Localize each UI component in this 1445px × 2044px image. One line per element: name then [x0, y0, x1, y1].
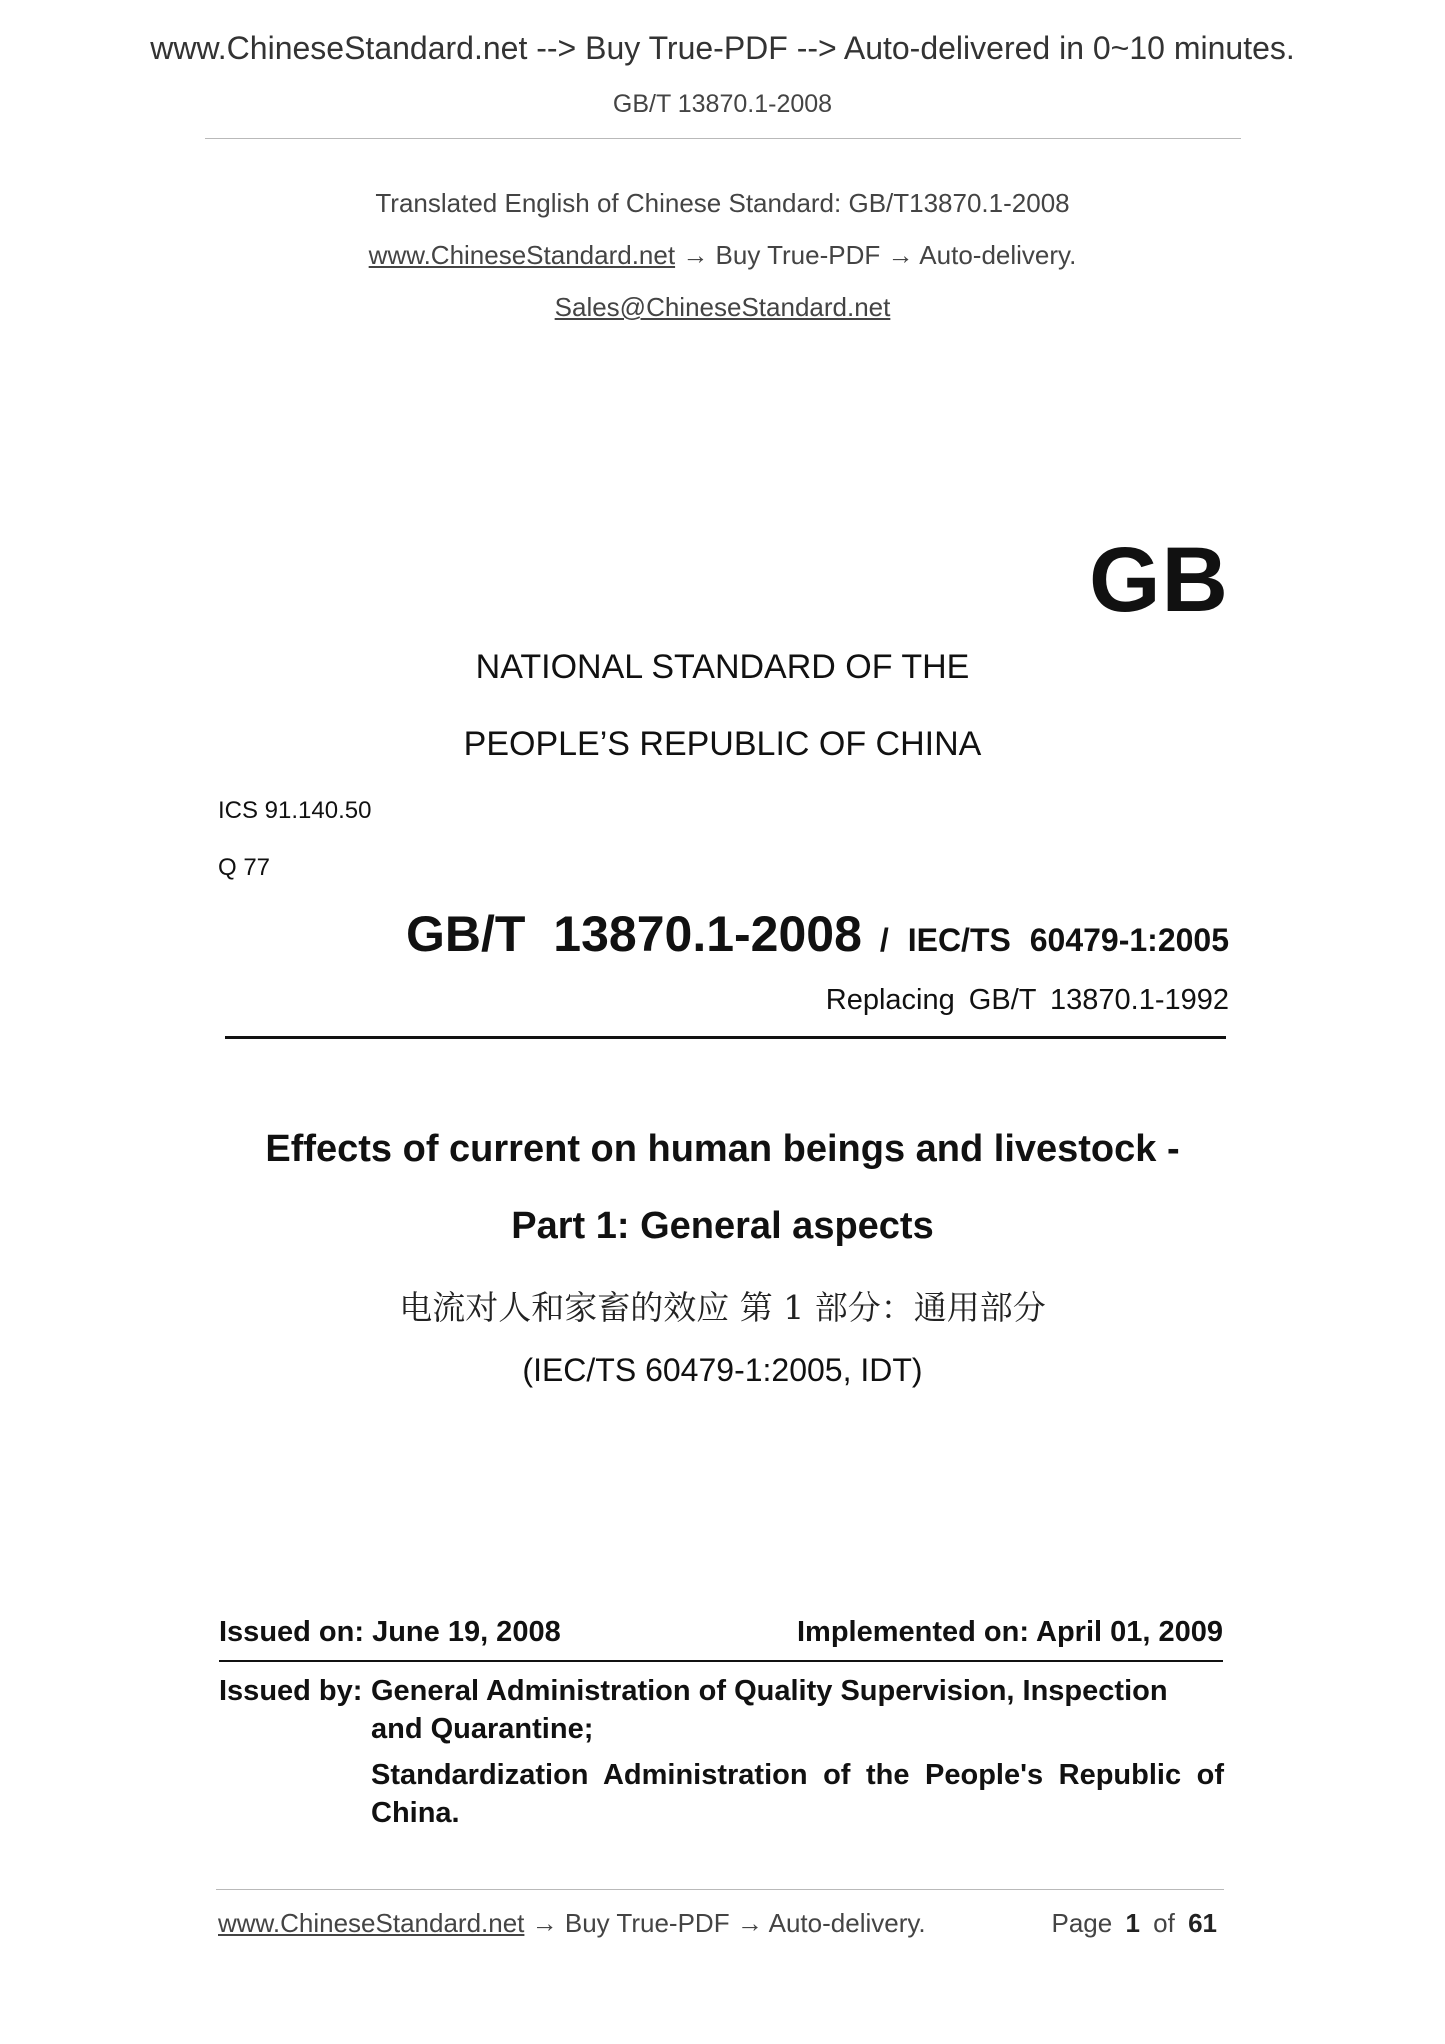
national-standard-heading: NATIONAL STANDARD OF THE	[475, 648, 970, 686]
top-banner[interactable]: www.ChineseStandard.net --> Buy True-PDF --> Auto-delivered in 0~10 minutes.	[150, 30, 1295, 66]
gb-logo: GB	[1089, 529, 1229, 631]
of-label: of	[1153, 1908, 1175, 1938]
buy-line	[0, 240, 1445, 271]
standard-number: GB/T 13870.1-2008	[405, 906, 862, 962]
page-total: 61	[1188, 1908, 1217, 1938]
republic-heading: PEOPLE’S REPUBLIC OF CHINA	[463, 725, 982, 763]
dates-divider	[219, 1660, 1223, 1662]
chinese-title: 电流对人和家畜的效应 第 1 部分：通用部分	[399, 1288, 1046, 1327]
translation-notice: Translated English of Chinese Standard: GB/T13870.1-2008	[375, 188, 1070, 218]
issued-on-date: Issued on: June 19, 2008	[219, 1616, 561, 1648]
buy-text: Buy True-PDF	[715, 240, 881, 270]
ics-code: ICS 91.140.50	[218, 797, 372, 824]
header-divider	[205, 138, 1241, 139]
equivalent-standard: / IEC/TS 60479-1:2005	[879, 922, 1229, 958]
arrow-right-icon: →	[682, 240, 709, 270]
implemented-on-date: Implemented on: April 01, 2009	[797, 1616, 1223, 1648]
sales-line	[0, 292, 1445, 323]
sales-email-link[interactable]: Sales@ChineseStandard.net	[554, 292, 891, 322]
title-divider	[225, 1036, 1226, 1039]
page-indicator	[1051, 1908, 1217, 1939]
running-header-code: GB/T 13870.1-2008	[612, 90, 833, 118]
issuer-aqsiq: General Administration of Quality Supervision, Inspection and Quarantine;	[371, 1675, 1168, 1745]
footer-delivery-text: Auto-delivery.	[768, 1908, 926, 1938]
page-number: 1	[1125, 1908, 1140, 1938]
arrow-right-icon: →	[736, 1908, 763, 1938]
footer-divider	[216, 1889, 1224, 1890]
identical-adoption-note: (IEC/TS 60479-1:2005, IDT)	[522, 1352, 923, 1388]
document-subtitle: Part 1: General aspects	[511, 1205, 934, 1247]
issued-by-label: Issued by:	[219, 1675, 363, 1707]
footer-buy-line	[218, 1908, 926, 1939]
footer-buy-text: Buy True-PDF	[564, 1908, 730, 1938]
arrow-right-icon: →	[887, 240, 914, 270]
footer-website-link[interactable]: www.ChineseStandard.net	[218, 1908, 525, 1938]
page-label: Page	[1051, 1908, 1113, 1938]
website-link[interactable]: www.ChineseStandard.net	[368, 240, 676, 270]
document-title: Effects of current on human beings and livestock -	[265, 1128, 1180, 1170]
standard-number-row	[406, 905, 1229, 963]
ccs-code: Q 77	[218, 854, 271, 881]
replacing-note: Replacing GB/T 13870.1-1992	[825, 984, 1229, 1016]
issuer-sac: Standardization Administration of the People's Republic of China.	[371, 1759, 1224, 1829]
arrow-right-icon: →	[531, 1908, 558, 1938]
delivery-text: Auto-delivery.	[919, 240, 1077, 270]
